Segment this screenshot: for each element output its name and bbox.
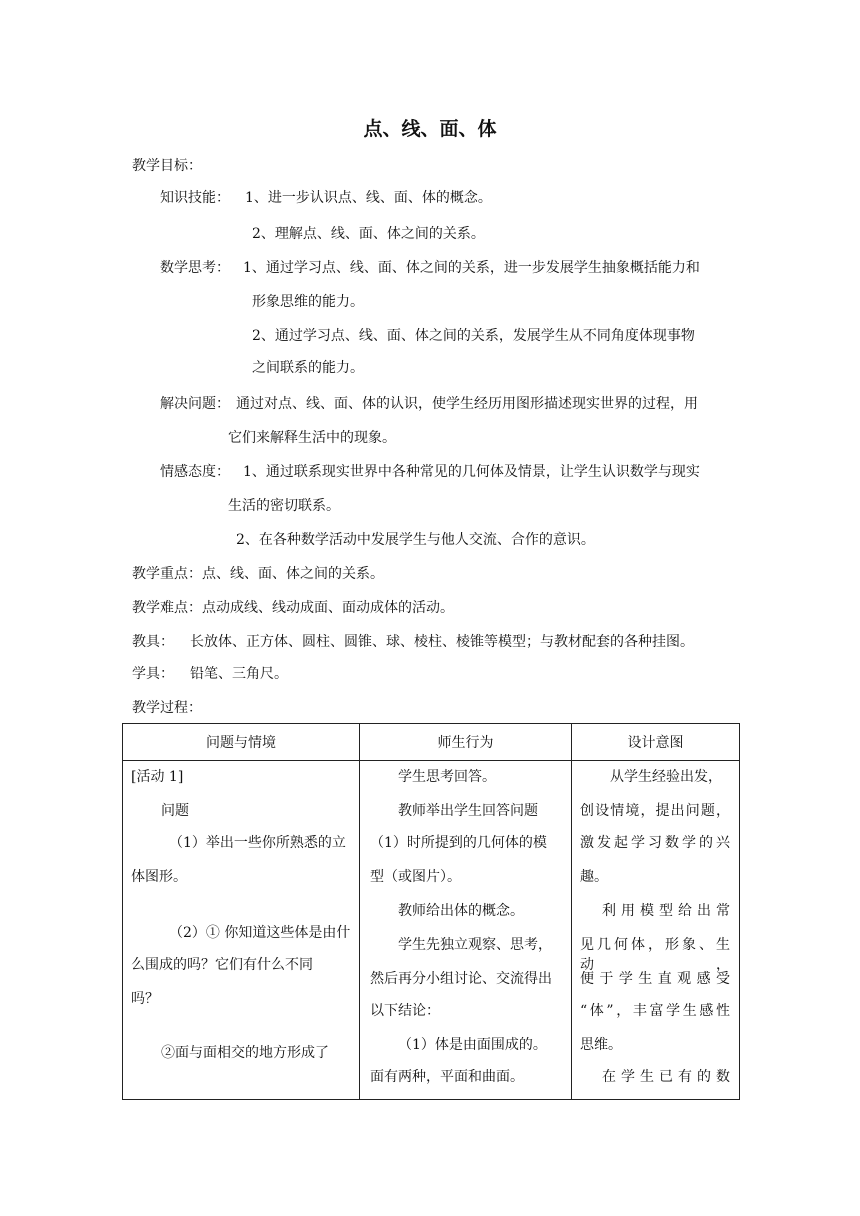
intent-line-8: “体”，丰富学生感性	[580, 1003, 730, 1019]
table-row	[123, 761, 740, 1100]
student-tools-label: 学具：	[132, 666, 174, 682]
action-line-2: 教师举出学生回答问题	[398, 803, 538, 819]
objectives-heading: 教学目标：	[132, 158, 202, 174]
problem-text-b: 它们来解释生活中的现象。	[228, 430, 396, 446]
thinking-item-1b: 形象思维的能力。	[252, 294, 364, 310]
emotion-item-1a: 1、通过联系现实世界中各种常见的几何体及情景，让学生认识数学与现实	[243, 464, 700, 480]
intent-line-3: 激发起学习数学的兴	[580, 835, 730, 851]
emotion-item-2: 2、在各种数学活动中发展学生与他人交流、合作的意识。	[236, 532, 595, 548]
question-2c: 吗？	[131, 991, 159, 1007]
intent-line-2: 创设情境，提出问题，	[580, 803, 730, 819]
thinking-item-2b: 之间联系的能力。	[252, 360, 364, 376]
teaching-aids-label: 教具：	[132, 634, 174, 650]
intent-line-6: 见几何体，形象、生动，	[580, 937, 730, 973]
cell-problem-situation	[123, 761, 360, 1100]
process-table	[122, 723, 740, 1100]
question-2d: ②面与面相交的地方形成了	[161, 1045, 329, 1061]
action-line-8: 以下结论：	[370, 1003, 440, 1019]
intent-line-9: 思维。	[580, 1037, 622, 1053]
intent-line-4: 趣。	[580, 869, 608, 885]
question-label: 问题	[161, 803, 189, 819]
emotion-item-1b: 生活的密切联系。	[228, 498, 340, 514]
problem-label: 解决问题：	[160, 396, 230, 412]
problem-text-a: 通过对点、线、面、体的认识，使学生经历用图形描述现实世界的过程，用	[236, 396, 698, 412]
key-point: 教学重点：点、线、面、体之间的关系。	[132, 566, 384, 582]
difficulty: 教学难点：点动成线、线动成面、面动成体的活动。	[132, 600, 454, 616]
question-1b: 体图形。	[131, 869, 187, 885]
action-line-10: 面有两种，平面和曲面。	[370, 1069, 524, 1085]
action-line-1: 学生思考回答。	[398, 769, 496, 785]
intent-line-7: 便于学生直观感受	[580, 971, 730, 987]
activity-label: [活动 1]	[131, 769, 184, 785]
table-header-row	[123, 724, 740, 761]
intent-line-5: 利用模型给出常	[602, 903, 730, 919]
student-tools: 铅笔、三角尺。	[190, 666, 288, 682]
intent-line-1: 从学生经验出发，	[610, 769, 722, 785]
action-line-9: （1）体是由面围成的。	[398, 1037, 547, 1053]
process-heading: 教学过程：	[132, 700, 202, 716]
question-2a: （2）① 你知道这些体是由什	[169, 925, 351, 941]
action-line-4: 型（或图片）。	[370, 869, 461, 885]
page-title: 点、线、面、体	[363, 118, 497, 140]
emotion-label: 情感态度：	[160, 464, 230, 480]
action-line-6: 学生先独立观察、思考，	[398, 937, 552, 953]
header-problem-situation: 问题与情境	[123, 724, 360, 761]
cell-teacher-student-action	[360, 761, 572, 1100]
action-line-5: 教师给出体的概念。	[398, 903, 524, 919]
header-design-intent: 设计意图	[572, 724, 740, 761]
question-2b: 么围成的吗？它们有什么不同	[131, 957, 313, 973]
thinking-item-1a: 1、通过学习点、线、面、体之间的关系，进一步发展学生抽象概括能力和	[243, 260, 700, 276]
action-line-3: （1）时所提到的几何体的模	[370, 835, 547, 851]
knowledge-item-2: 2、理解点、线、面、体之间的关系。	[252, 226, 485, 242]
thinking-label: 数学思考：	[160, 260, 230, 276]
intent-line-10: 在学生已有的数	[602, 1069, 730, 1085]
question-1a: （1）举出一些你所熟悉的立	[169, 835, 346, 851]
action-line-7: 然后再分小组讨论、交流得出	[370, 971, 552, 987]
knowledge-item-1: 1、进一步认识点、线、面、体的概念。	[245, 190, 492, 206]
cell-design-intent	[572, 761, 740, 1100]
knowledge-label: 知识技能：	[160, 190, 230, 206]
header-teacher-student-action: 师生行为	[360, 724, 572, 761]
teaching-aids: 长放体、正方体、圆柱、圆锥、球、棱柱、棱锥等模型；与教材配套的各种挂图。	[190, 634, 694, 650]
thinking-item-2a: 2、通过学习点、线、面、体之间的关系，发展学生从不同角度体现事物	[252, 328, 695, 344]
